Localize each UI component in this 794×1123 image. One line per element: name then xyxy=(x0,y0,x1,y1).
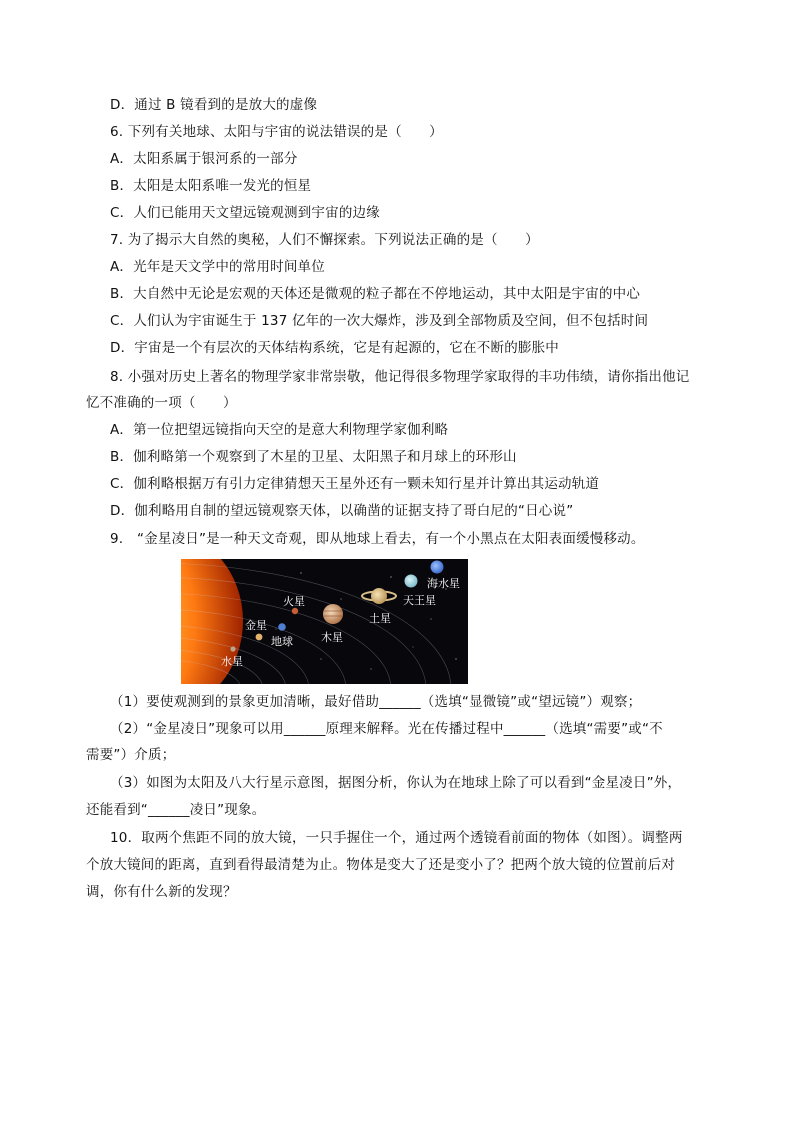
label-venus: 金星 xyxy=(245,619,267,632)
q9-stem: 9. “金星凌日”是一种天文奇观，即从地球上看去，有一个小黑点在太阳表面缓慢移动。 xyxy=(110,531,645,547)
solar-system-illustration xyxy=(181,559,468,684)
label-neptune: 海水星 xyxy=(427,577,460,590)
q10-stem: 10．取两个焦距不同的放大镜，一只手握住一个，通过两个透镜看前面的物体（如图）。调整两 xyxy=(110,830,683,846)
q7-option-a: A．光年是天文学中的常用时间单位 xyxy=(110,259,325,275)
label-mercury: 水星 xyxy=(221,655,243,668)
label-mars: 火星 xyxy=(283,595,305,608)
label-saturn: 土星 xyxy=(369,612,391,625)
mercury xyxy=(230,646,235,651)
q8-option-c: C．伽利略根据万有引力定律猜想天王星外还有一颗未知行星并计算出其运动轨道 xyxy=(110,476,600,492)
q6-option-c: C．人们已能用天文望远镜观测到宇宙的边缘 xyxy=(110,205,380,221)
neptune xyxy=(431,561,444,574)
uranus xyxy=(405,575,418,588)
q8-stem: 8. 小强对历史上著名的物理学家非常崇敬，他记得很多物理学家取得的丰功伟绩，请你指出他记 xyxy=(110,369,690,385)
label-jupiter: 木星 xyxy=(321,631,343,644)
saturn xyxy=(371,588,387,604)
q8-option-d: D．伽利略用自制的望远镜观察天体，以确凿的证据支持了哥白尼的“日心说” xyxy=(110,503,574,519)
q7-option-c: C．人们认为宇宙诞生于 137 亿年的一次大爆炸，涉及到全部物质及空间，但不包括时间 xyxy=(110,313,649,329)
q9-part3-cont: 还能看到“______凌日”现象。 xyxy=(86,802,266,818)
q6-stem: 6. 下列有关地球、太阳与宇宙的说法错误的是（ ） xyxy=(110,124,443,140)
venus xyxy=(256,634,263,641)
q7-option-b: B．大自然中无论是宏观的天体还是微观的粒子都在不停地运动，其中太阳是宇宙的中心 xyxy=(110,286,641,302)
label-earth: 地球 xyxy=(271,635,293,648)
q7-option-d: D．宇宙是一个有层次的天体结构系统，它是有起源的，它在不断的膨胀中 xyxy=(110,340,559,356)
jupiter xyxy=(323,604,343,624)
q9-part2: （2）“金星凌日”现象可以用______原理来解释。光在传播过程中______（选填“需要”或“不 xyxy=(110,721,663,737)
q10-stem-cont1: 个放大镜间的距离，直到看得最清楚为止。物体是变大了还是变小了？把两个放大镜的位置前后对 xyxy=(86,857,676,873)
q7-stem: 7. 为了揭示大自然的奥秘，人们不懈探索。下列说法正确的是（ ） xyxy=(110,232,539,248)
q9-part3: （3）如图为太阳及八大行星示意图，据图分析，你认为在地球上除了可以看到“金星凌日”外， xyxy=(110,775,682,791)
q9-part2-cont: 需要”）介质； xyxy=(86,747,176,763)
q5-option-d: D．通过 B 镜看到的是放大的虚像 xyxy=(110,97,318,113)
solar-system-figure xyxy=(181,559,468,684)
q8-stem-cont: 忆不准确的一项（ ） xyxy=(86,395,237,411)
q8-option-a: A．第一位把望远镜指向天空的是意大利物理学家伽利略 xyxy=(110,422,449,438)
earth xyxy=(278,623,286,631)
label-uranus: 天王星 xyxy=(403,594,436,607)
q9-part1: （1）要使观测到的景象更加清晰，最好借助______（选填“显微镜”或“望远镜”）观察； xyxy=(110,694,642,710)
q8-option-b: B．伽利略第一个观察到了木星的卫星、太阳黑子和月球上的环形山 xyxy=(110,449,517,465)
q6-option-b: B．太阳是太阳系唯一发光的恒星 xyxy=(110,178,312,194)
mars xyxy=(292,608,298,614)
q10-stem-cont2: 调，你有什么新的发现？ xyxy=(86,884,237,900)
q6-option-a: A．太阳系属于银河系的一部分 xyxy=(110,151,298,167)
